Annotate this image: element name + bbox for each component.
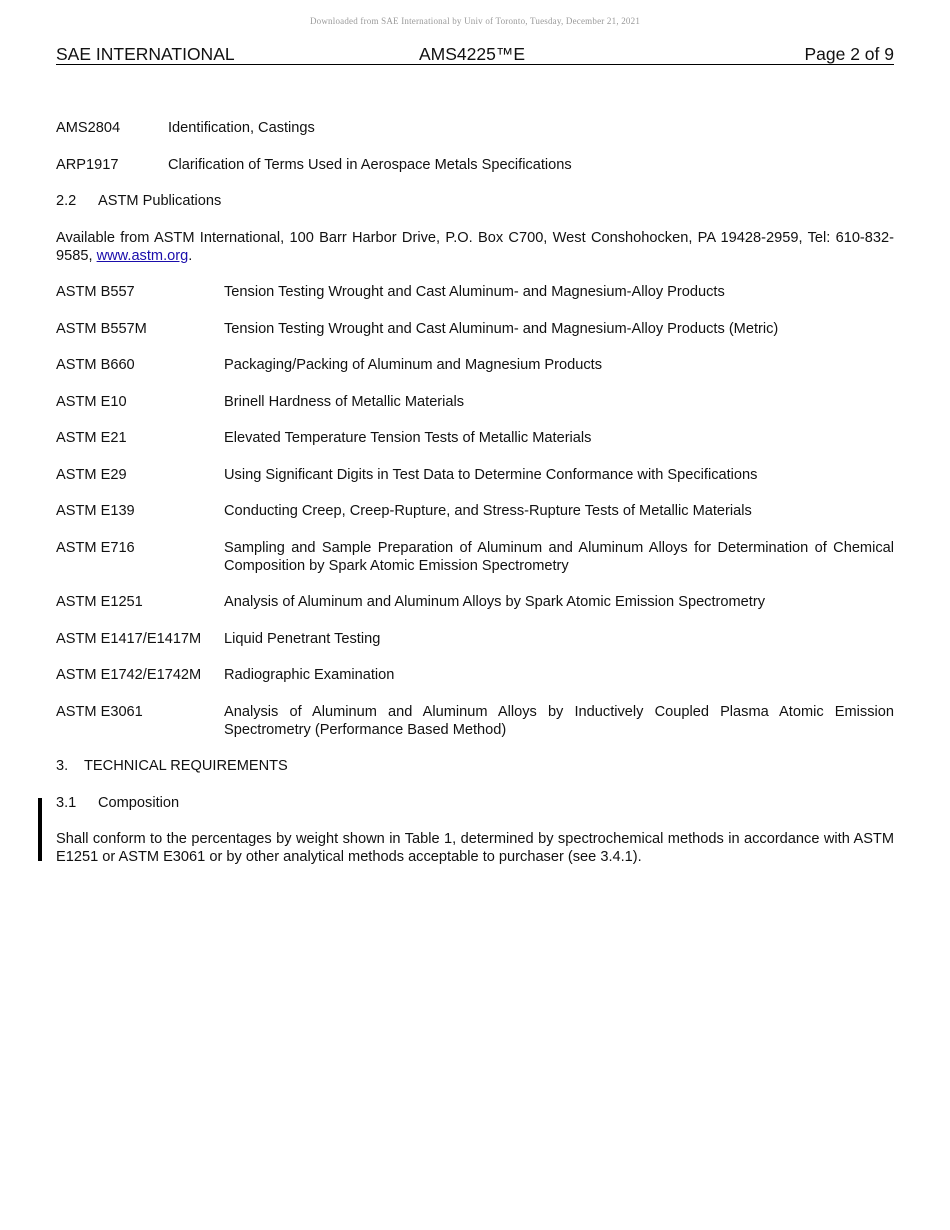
header-org: SAE INTERNATIONAL [56, 44, 235, 64]
document-body [56, 119, 894, 885]
reference-code: ASTM E139 [56, 503, 135, 519]
reference-row [56, 429, 894, 447]
reference-row [56, 320, 894, 338]
reference-row [56, 393, 894, 411]
section-heading-3-1 [56, 794, 894, 812]
reference-title: Packaging/Packing of Aluminum and Magnesium Products [224, 357, 603, 373]
section-heading-2-2 [56, 192, 894, 210]
reference-title: Radiographic Examination [224, 667, 395, 683]
reference-code: ASTM B557M [56, 320, 147, 337]
reference-code: ARP1917 [56, 156, 119, 173]
reference-title: Tension Testing Wrought and Cast Aluminum- and Magnesium-Alloy Products [224, 284, 725, 300]
revision-change-bar [38, 798, 42, 861]
reference-row [56, 539, 894, 575]
reference-title: Liquid Penetrant Testing [224, 630, 381, 647]
section-title: Composition [98, 794, 180, 811]
reference-title: Conducting Creep, Creep-Rupture, and Stress-Rupture Tests of Metallic Materials [224, 503, 752, 519]
reference-title: Analysis of Aluminum and Aluminum Alloys by Spark Atomic Emission Spectrometry [224, 594, 765, 610]
reference-title: Sampling and Sample Preparation of Aluminum and Aluminum Alloys for Determination of Chemical Composition by Spark Atomic Emission Spectrometry [224, 539, 894, 574]
reference-code: ASTM E29 [56, 466, 127, 483]
header-doc-id: AMS4225™E [419, 44, 526, 64]
reference-code: AMS2804 [56, 120, 121, 136]
reference-row [56, 156, 894, 174]
reference-code: ASTM E21 [56, 430, 127, 446]
composition-paragraph: Shall conform to the percentages by weight shown in Table 1, determined by spectrochemical methods in accordance with ASTM E1251 or ASTM E3061 or by other analytical methods acceptable to purchaser (see 3.4.1). [56, 831, 894, 865]
download-watermark: Downloaded from SAE International by Univ of Toronto, Tuesday, December 21, 2021 [309, 16, 641, 26]
reference-code: ASTM B557 [56, 284, 135, 300]
reference-title: Brinell Hardness of Metallic Materials [224, 393, 465, 410]
reference-row [56, 703, 894, 739]
reference-row [56, 502, 894, 520]
availability-end: . [188, 247, 193, 264]
reference-row [56, 666, 894, 684]
reference-code: ASTM E1251 [56, 594, 143, 610]
reference-code: ASTM E1417/E1417M [56, 630, 202, 647]
reference-row [56, 466, 894, 484]
reference-code: ASTM E716 [56, 539, 135, 556]
reference-row [56, 630, 894, 648]
page-header [56, 44, 894, 65]
reference-code: ASTM B660 [56, 357, 135, 373]
section-number: 3.1 [56, 794, 77, 811]
reference-row [56, 356, 894, 374]
reference-title: Identification, Castings [168, 120, 315, 136]
reference-row [56, 593, 894, 611]
reference-row [56, 119, 894, 137]
reference-row [56, 283, 894, 301]
section-number: 3. [56, 758, 69, 774]
astm-website-link[interactable]: www.astm.org [96, 247, 189, 264]
availability-text: Available from ASTM International, 100 Barr Harbor Drive, P.O. Box C700, West Conshohocken, PA 19428-2959, Tel: 610-832-9585, [56, 229, 894, 264]
reference-code: ASTM E10 [56, 393, 127, 410]
reference-title: Elevated Temperature Tension Tests of Metallic Materials [224, 430, 592, 446]
reference-title: Using Significant Digits in Test Data to Determine Conformance with Specifications [224, 466, 758, 483]
reference-code: ASTM E3061 [56, 703, 143, 720]
section-title: TECHNICAL REQUIREMENTS [84, 758, 288, 774]
reference-title: Tension Testing Wrought and Cast Aluminum- and Magnesium-Alloy Products (Metric) [224, 320, 779, 337]
reference-title: Clarification of Terms Used in Aerospace Metals Specifications [168, 156, 572, 173]
section-title: ASTM Publications [98, 193, 222, 209]
section-number: 2.2 [56, 193, 77, 209]
section-heading-3 [56, 757, 894, 775]
reference-title: Analysis of Aluminum and Aluminum Alloys by Inductively Coupled Plasma Atomic Emission Spectrometry (Performance Based Method) [224, 703, 894, 738]
reference-code: ASTM E1742/E1742M [56, 667, 202, 683]
header-page-number: Page 2 of 9 [804, 44, 894, 64]
astm-availability-paragraph [56, 229, 894, 265]
